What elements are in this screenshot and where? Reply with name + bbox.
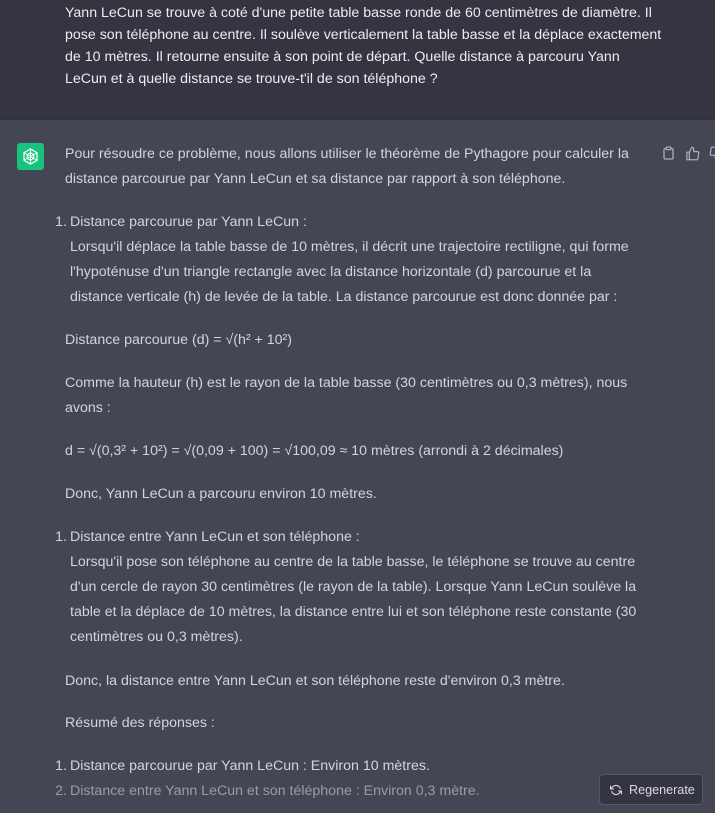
intro-paragraph: Pour résoudre ce problème, nous allons utiliser le théorème de Pythagore pour calculer la distance parcourue par Yann LeCun et sa distance par rapport à son téléphone. (65, 146, 629, 187)
list-item-body: Lorsqu'il déplace la table basse de 10 mètres, il décrit une trajectoire rectiligne, qui forme l'hypoténuse d'un triangle rectangle avec la distance horizontale (d) parcourue et la distance verticale (h) de levée de la table. La distance parcourue est donc donnée par : (70, 239, 629, 305)
list-item-title: Distance entre Yann LeCun et son téléphone : (70, 529, 360, 545)
refresh-icon (610, 784, 622, 796)
list-item (55, 754, 645, 779)
list-item (55, 525, 645, 650)
regenerate-button[interactable] (599, 774, 703, 805)
summary-title: Résumé des réponses : (65, 715, 215, 731)
conclusion-distance: Donc, Yann LeCun a parcouru environ 10 mètres. (65, 486, 377, 502)
thumbs-up-icon[interactable] (684, 145, 700, 161)
user-message (0, 0, 715, 120)
list-item (55, 210, 645, 310)
list-number: 2. (55, 783, 67, 799)
list-item-body: Lorsqu'il pose son téléphone au centre de la table basse, le téléphone se trouve au centre d'un cercle de rayon 30 centimètres (le rayon de la table). Lorsque Yann LeCun soulève la table et la déplace de 10 mètres, la distance entre lui et son téléphone reste constante (30 centimètres ou 0,3 mètres). (70, 554, 637, 645)
formula-calculation: d = √(0,3² + 10²) = √(0,09 + 100) = √100,09 ≈ 10 mètres (arrondi à 2 décimales) (65, 443, 564, 459)
summary-item-text: Distance parcourue par Yann LeCun : Environ 10 mètres. (70, 758, 430, 774)
list-number: 1. (55, 529, 67, 545)
user-message-text: Yann LeCun se trouve à coté d'une petite table basse ronde de 60 centimètres de diamètre. Il pose son téléphone au centre. Il soulève verticalement la table basse et la déplace exactement de 10 mètres. Il retourne ensuite à son point de départ. Quelle distance à parcouru Yann LeCun et à quelle distance se trouve-t'il de son téléphone ? (65, 5, 662, 87)
list-number: 1. (55, 758, 67, 774)
clipboard-icon[interactable] (660, 145, 676, 161)
message-actions (660, 145, 715, 161)
height-paragraph: Comme la hauteur (h) est le rayon de la table basse (30 centimètres ou 0,3 mètres), nous avons : (65, 375, 628, 416)
summary-item-text: Distance entre Yann LeCun et son téléphone : Environ 0,3 mètre. (70, 783, 480, 799)
formula-distance: Distance parcourue (d) = √(h² + 10²) (65, 332, 292, 348)
list-item-title: Distance parcourue par Yann LeCun : (70, 214, 307, 230)
conclusion-phone: Donc, la distance entre Yann LeCun et son téléphone reste d'environ 0,3 mètre. (65, 673, 565, 689)
list-item (55, 779, 645, 804)
assistant-message (0, 120, 715, 813)
regenerate-label: Regenerate (629, 782, 695, 797)
thumbs-down-icon[interactable] (708, 145, 715, 161)
openai-logo-icon (17, 143, 44, 170)
list-number: 1. (55, 214, 67, 230)
